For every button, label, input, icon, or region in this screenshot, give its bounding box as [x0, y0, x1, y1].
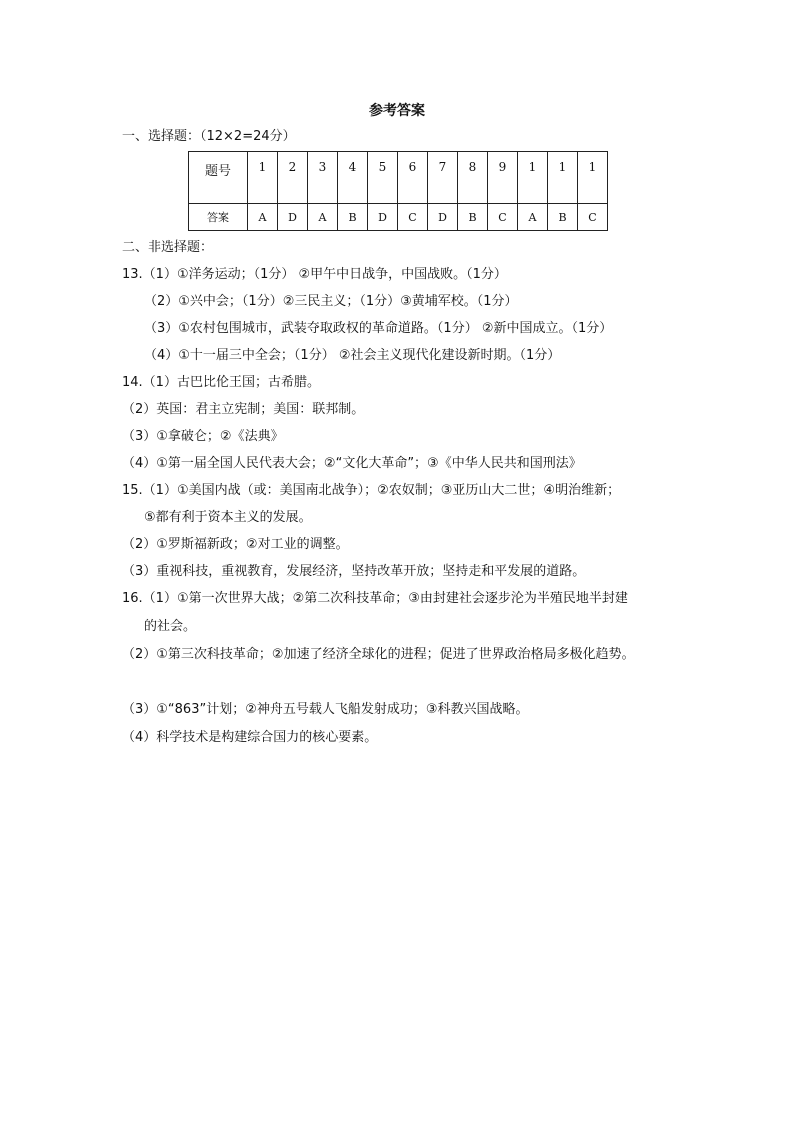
question-number: 3: [308, 152, 338, 204]
answer-cell: C: [578, 204, 608, 231]
answer-line-16-1: 16.（1）①第一次世界大战；②第二次科技革命；③由封建社会逐步沦为半殖民地半封建: [122, 591, 628, 606]
answer-cell: A: [308, 204, 338, 231]
answer-line-13-4: （4）①十一届三中全会；（1分） ②社会主义现代化建设新时期。（1分）: [144, 348, 561, 363]
answer-line-15-3: （3）重视科技，重视教育，发展经济，坚持改革开放；坚持走和平发展的道路。: [122, 564, 586, 579]
answer-cell: B: [338, 204, 368, 231]
answer-line-16-4: （4）科学技术是构建综合国力的核心要素。: [122, 730, 378, 745]
question-number: 4: [338, 152, 368, 204]
section-1-heading: 一、选择题：（12×2=24分）: [122, 129, 296, 144]
question-number: 1: [578, 152, 608, 204]
question-number: 1: [518, 152, 548, 204]
answer-line-16-3: （3）①“863”计划；②神舟五号载人飞船发射成功；③科教兴国战略。: [122, 702, 529, 717]
answer-line-14-4: （4）①第一届全国人民代表大会；②“文化大革命”；③《中华人民共和国刑法》: [122, 456, 582, 471]
question-number: 6: [398, 152, 428, 204]
row-label-answer: 答案: [189, 204, 248, 231]
question-number: 1: [248, 152, 278, 204]
question-number: 7: [428, 152, 458, 204]
answer-cell: C: [398, 204, 428, 231]
answer-cell: D: [428, 204, 458, 231]
answer-line-16-1-cont: 的社会。: [144, 619, 197, 634]
answer-line-13-1: 13.（1）①洋务运动；（1分） ②甲午中日战争，中国战败。（1分）: [122, 267, 507, 282]
answer-row: [189, 204, 608, 231]
section-2-heading: 二、非选择题：: [122, 240, 214, 255]
answer-cell: D: [368, 204, 398, 231]
answer-cell: B: [458, 204, 488, 231]
answer-line-15-1: 15.（1）①美国内战（或：美国南北战争）；②农奴制；③亚历山大二世；④明治维新；: [122, 483, 621, 498]
answer-line-13-3: （3）①农村包围城市，武装夺取政权的革命道路。（1分） ②新中国成立。（1分）: [144, 321, 613, 336]
answer-cell: B: [548, 204, 578, 231]
answer-line-16-2: （2）①第三次科技革命；②加速了经济全球化的进程；促进了世界政治格局多极化趋势。: [122, 647, 635, 662]
question-number: 1: [548, 152, 578, 204]
row-label-question-number: 题号: [189, 152, 248, 204]
page-title: 参考答案: [369, 103, 425, 119]
question-number: 5: [368, 152, 398, 204]
answer-line-15-2: （2）①罗斯福新政；②对工业的调整。: [122, 537, 349, 552]
answer-line-14-1: 14.（1）古巴比伦王国；古希腊。: [122, 375, 320, 390]
answer-line-14-2: （2）英国：君主立宪制；美国：联邦制。: [122, 402, 365, 417]
answer-line-15-1-cont: ⑤都有利于资本主义的发展。: [144, 510, 312, 525]
answer-line-14-3: （3）①拿破仑；②《法典》: [122, 429, 284, 444]
answer-cell: A: [518, 204, 548, 231]
answer-line-13-2: （2）①兴中会；（1分）②三民主义；（1分）③黄埔军校。（1分）: [144, 294, 518, 309]
question-number-row: [189, 152, 608, 204]
answer-cell: A: [248, 204, 278, 231]
answer-cell: D: [278, 204, 308, 231]
answer-cell: C: [488, 204, 518, 231]
question-number: 8: [458, 152, 488, 204]
question-number: 9: [488, 152, 518, 204]
answer-table: [188, 151, 608, 231]
question-number: 2: [278, 152, 308, 204]
